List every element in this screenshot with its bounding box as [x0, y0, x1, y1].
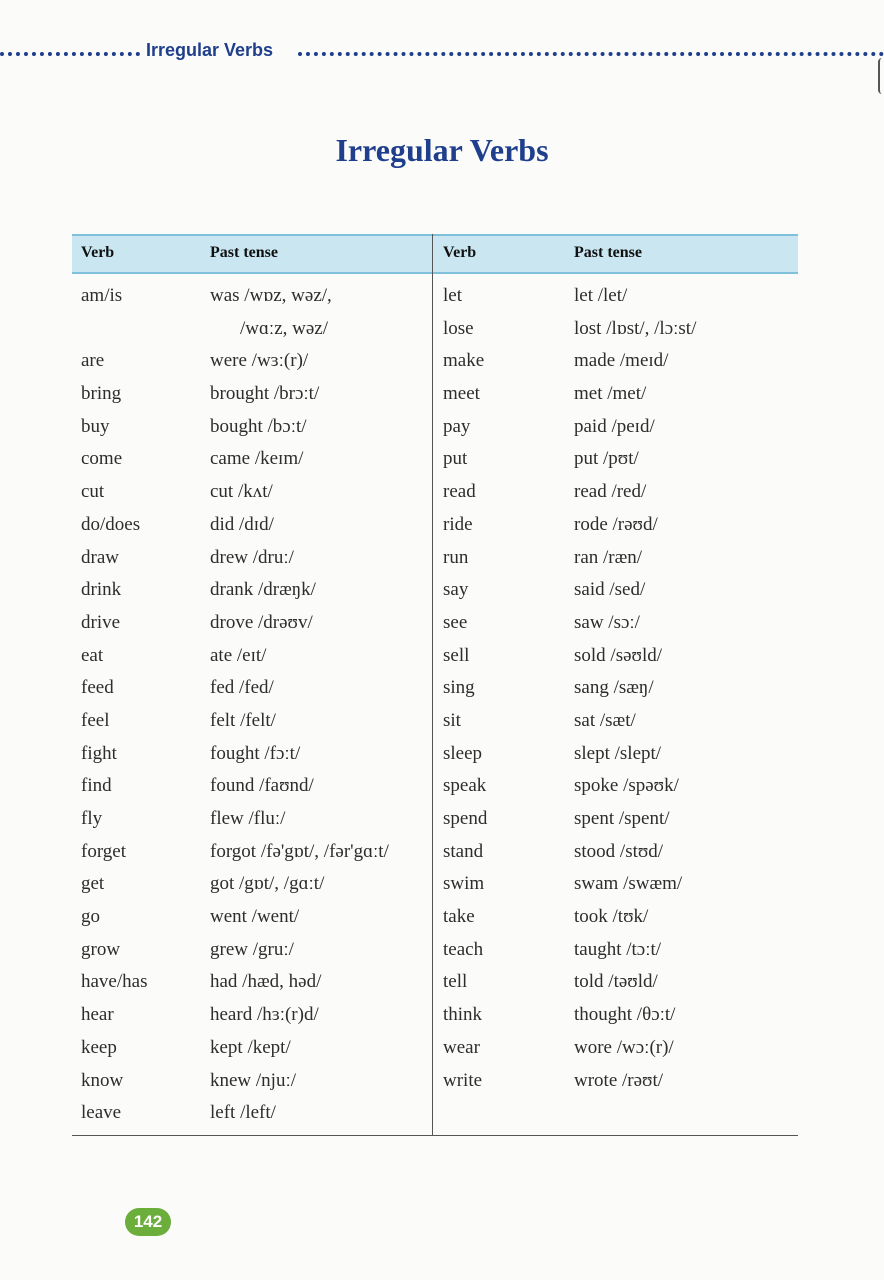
verb-cell: teach [443, 938, 484, 960]
past-tense-cell: ran /ræn/ [574, 546, 643, 568]
verb-cell: say [443, 579, 469, 601]
verb-cell: read [443, 481, 476, 503]
verb-cell: hear [81, 1004, 114, 1026]
verb-cell: see [443, 611, 468, 633]
past-tense-cell: wore /wɔː(r)/ [574, 1036, 674, 1058]
past-tense-cell: grew /gruː/ [210, 938, 294, 960]
dotted-rule-left [0, 52, 140, 56]
left-past-column [210, 284, 389, 1134]
past-tense-cell: fought /fɔːt/ [210, 742, 301, 764]
verb-cell: cut [81, 481, 105, 503]
verb-cell: draw [81, 546, 119, 568]
right-verb-column [443, 284, 487, 1101]
past-tense-cell: drove /drəʊv/ [210, 611, 313, 633]
running-head [0, 40, 884, 66]
past-tense-cell: fed /fed/ [210, 677, 274, 699]
past-tense-cell: put /pʊt/ [574, 448, 639, 470]
past-tense-cell: thought /θɔːt/ [574, 1004, 676, 1026]
verb-cell: fight [81, 742, 117, 764]
verb-cell: fly [81, 808, 103, 829]
past-tense-cell: found /faʊnd/ [210, 775, 314, 797]
verb-cell: grow [81, 938, 121, 960]
past-tense-cell: was /wɒz, wəz/, [210, 285, 332, 306]
verb-cell: forget [81, 840, 127, 862]
past-tense-cell: stood /stʊd/ [574, 840, 664, 862]
verb-cell: drink [81, 579, 122, 601]
running-head-title: Irregular Verbs [146, 40, 274, 60]
past-tense-cell: slept /slept/ [574, 742, 662, 764]
past-tense-cell: taught /tɔːt/ [574, 938, 662, 960]
verb-cell: feed [81, 677, 114, 699]
verb-cell: are [81, 350, 105, 372]
past-tense-cell: bought /bɔːt/ [210, 415, 307, 437]
past-tense-cell: told /təʊld/ [574, 971, 658, 993]
header-verb-right: Verb [443, 244, 477, 261]
past-tense-cell: had /hæd, həd/ [210, 971, 322, 993]
past-tense-cell: took /tʊk/ [574, 906, 649, 928]
verb-cell: know [81, 1069, 124, 1091]
past-tense-cell: drank /dræŋk/ [210, 579, 316, 601]
past-tense-cell: wrote /rəʊt/ [574, 1069, 664, 1091]
verb-cell: bring [81, 383, 122, 405]
dotted-rule-right [298, 52, 884, 56]
verb-cell: buy [81, 415, 110, 437]
verb-cell: make [443, 350, 485, 372]
past-tense-cell: drew /druː/ [210, 546, 294, 568]
verb-cell: run [443, 546, 469, 568]
verb-cell: meet [443, 383, 480, 405]
past-tense-cell: spent /spent/ [574, 808, 670, 829]
past-tense-cell: brought /brɔːt/ [210, 383, 320, 405]
left-verb-column [81, 284, 147, 1134]
verb-cell: think [443, 1004, 483, 1026]
past-tense-cell: got /gɒt/, /gɑːt/ [210, 873, 325, 895]
verb-cell: leave [81, 1102, 122, 1124]
past-tense-cell: left /left/ [210, 1102, 276, 1124]
verb-cell: come [81, 448, 123, 470]
past-tense-cell: came /keɪm/ [210, 448, 304, 470]
past-tense-cell: paid /peɪd/ [574, 415, 655, 437]
past-tense-cell: did /dɪd/ [210, 513, 274, 535]
page-number-badge: 142 [125, 1208, 171, 1236]
verb-cell: feel [81, 709, 110, 731]
past-tense-cell: met /met/ [574, 383, 647, 405]
verb-cell: get [81, 873, 105, 895]
column-divider [432, 234, 433, 1136]
verb-cell: spend [443, 808, 488, 829]
header-past-right: Past tense [574, 244, 642, 261]
verb-cell: put [443, 448, 468, 470]
past-tense-cell: spoke /spəʊk/ [574, 775, 679, 797]
past-tense-cell: heard /hɜː(r)d/ [210, 1004, 319, 1026]
past-tense-cell: lost /lɒst/, /lɔːst/ [574, 317, 697, 339]
past-tense-cell: said /sed/ [574, 579, 646, 601]
past-tense-cell: let /let/ [574, 285, 628, 306]
verb-cell: do/does [81, 513, 141, 535]
verb-cell: am/is [81, 285, 123, 306]
past-tense-cell: kept /kept/ [210, 1036, 291, 1058]
verb-cell: write [443, 1069, 483, 1091]
past-tense-cell: sold /səʊld/ [574, 644, 663, 666]
past-tense-cell: made /meɪd/ [574, 350, 669, 372]
verb-cell: sleep [443, 742, 483, 764]
page-edge-mark [878, 58, 884, 94]
past-tense-cell: swam /swæm/ [574, 873, 683, 895]
past-tense-cell: read /red/ [574, 481, 647, 503]
verb-cell: go [81, 906, 100, 928]
past-tense-cell: sang /sæŋ/ [574, 677, 654, 699]
past-tense-cell: knew /njuː/ [210, 1069, 297, 1091]
verb-cell: sing [443, 677, 475, 699]
verb-cell: wear [443, 1036, 480, 1058]
verb-cell: speak [443, 775, 487, 797]
verb-cell: tell [443, 971, 468, 993]
past-tense-cell: cut /kʌt/ [210, 481, 273, 503]
past-tense-cell: went /went/ [210, 906, 300, 928]
verb-cell: swim [443, 873, 485, 895]
irregular-verbs-table [72, 234, 798, 1136]
past-tense-cell: forgot /fə'gɒt/, /fər'gɑːt/ [210, 840, 389, 862]
verb-cell: have/has [81, 971, 148, 993]
right-past-column [574, 284, 696, 1101]
verb-cell: stand [443, 840, 484, 862]
header-past-left: Past tense [210, 244, 278, 261]
verb-cell: keep [81, 1036, 117, 1058]
past-tense-cell: were /wɜː(r)/ [210, 350, 309, 372]
header-verb-left: Verb [81, 244, 115, 261]
past-tense-cell: sat /sæt/ [574, 709, 636, 731]
past-tense-cell: felt /felt/ [210, 709, 276, 731]
past-tense-cell: /wɑːz, wəz/ [240, 317, 329, 339]
verb-cell [81, 317, 147, 350]
past-tense-cell: flew /fluː/ [210, 808, 286, 829]
verb-cell: pay [443, 415, 471, 437]
verb-cell: eat [81, 644, 104, 666]
past-tense-cell: saw /sɔː/ [574, 611, 640, 633]
page-title: Irregular Verbs [335, 132, 549, 168]
verb-cell: lose [443, 317, 474, 339]
table-bottom-rule [72, 1135, 798, 1136]
verb-cell: ride [443, 513, 473, 535]
verb-cell: sell [443, 644, 470, 666]
verb-cell: find [81, 775, 112, 797]
verb-cell: drive [81, 611, 121, 633]
verb-cell: take [443, 906, 475, 928]
table-header-band [72, 234, 798, 274]
verb-cell: let [443, 285, 462, 306]
verb-cell: sit [443, 709, 461, 731]
past-tense-cell: ate /eɪt/ [210, 644, 267, 666]
past-tense-cell: rode /rəʊd/ [574, 513, 658, 535]
